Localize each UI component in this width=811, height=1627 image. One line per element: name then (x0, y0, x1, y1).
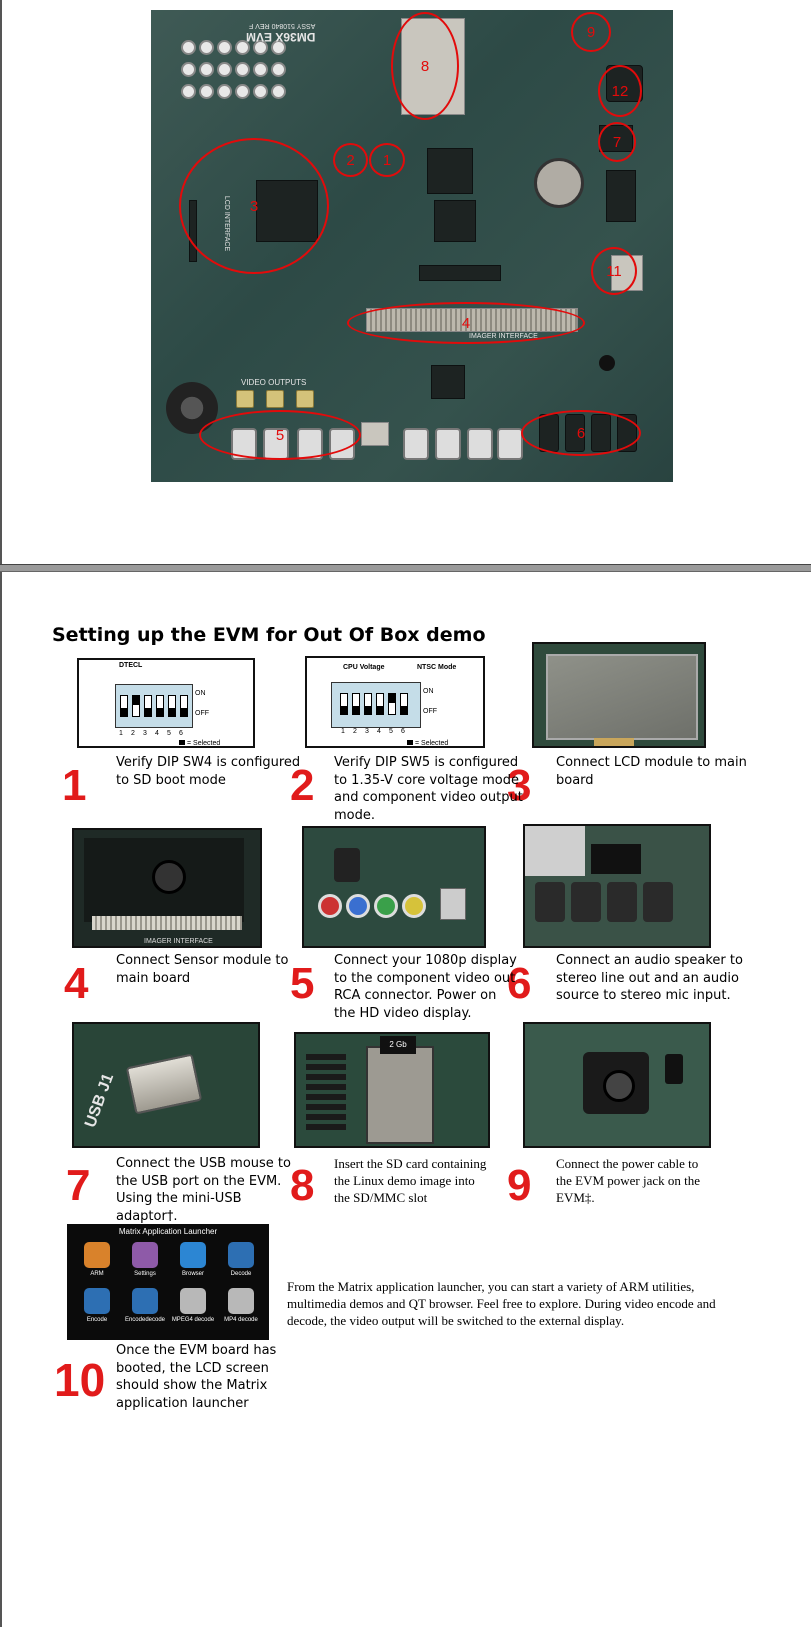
step-caption-9 (556, 1155, 756, 1206)
dip-position-label: 5 (389, 728, 393, 735)
microphone (599, 355, 615, 371)
legend-swatch (179, 740, 185, 745)
caption-line: Verify DIP SW5 is configured (334, 755, 519, 770)
mini-usb-connector (126, 1053, 202, 1114)
app-label: Browser (181, 1271, 204, 1277)
step-number-2: 2 (290, 761, 315, 810)
pushbutton (271, 62, 286, 77)
dip-switch-knob (121, 708, 127, 717)
caption-line: the Linux demo image into (334, 1173, 475, 1188)
dip-sw4-off-label: OFF (195, 710, 209, 717)
dip-position-label: 4 (377, 728, 381, 735)
dip-position-label: 3 (365, 728, 369, 735)
camera-lens (152, 860, 186, 894)
rca-jack (467, 428, 493, 460)
marker-8: 8 (391, 12, 459, 120)
capacitor (334, 848, 360, 882)
lcd-screen (546, 654, 698, 740)
app-label: ARM (90, 1271, 104, 1277)
svideo-connector (440, 888, 466, 920)
app-label: Decode (230, 1271, 252, 1277)
caption-line: Connect your 1080p display (334, 953, 517, 968)
app-icon (228, 1242, 254, 1268)
step-caption-6 (556, 952, 756, 1005)
app-icon (180, 1288, 206, 1314)
dip-sw5-cpu-label: CPU Voltage (343, 664, 385, 671)
dip-position-label: 4 (155, 730, 159, 737)
matrix-launcher-screenshot (67, 1224, 269, 1340)
dip-sw5-legend-text: = Selected (415, 740, 449, 747)
pushbutton (181, 84, 196, 99)
step-number-8: 8 (290, 1161, 315, 1210)
video-output-pot-1 (236, 390, 254, 408)
caption-line: Once the EVM board has (116, 1343, 277, 1358)
caption-line: and component video output (334, 790, 523, 805)
sensor-silkscreen: IMAGER INTERFACE (144, 938, 213, 945)
power-jack-socket (603, 1070, 635, 1102)
app-label: MP4 decode (224, 1317, 258, 1323)
caption-line: source to stereo mic input. (556, 988, 731, 1003)
step-number-3: 3 (507, 761, 532, 810)
pushbutton (199, 84, 214, 99)
rca-jack (402, 894, 426, 918)
caption-line: Insert the SD card containing (334, 1156, 487, 1171)
dip-position-label: 5 (167, 730, 171, 737)
memory-chip (434, 200, 476, 242)
header-connector (606, 170, 636, 222)
pushbutton (199, 40, 214, 55)
caption-line: booted, the LCD screen (116, 1360, 269, 1376)
caption-line: the EVM power jack on the (556, 1173, 701, 1188)
video-output-pot-3 (296, 390, 314, 408)
caption-line: the SD/MMC slot (334, 1190, 428, 1205)
usb-port-photo (72, 1022, 260, 1148)
pushbutton (271, 84, 286, 99)
dip-switch-knob (401, 706, 407, 715)
dip-switch-knob (181, 708, 187, 717)
dip-switch (364, 693, 372, 715)
caption-line: Connect the USB mouse to (116, 1156, 291, 1171)
dip-position-label: 6 (401, 728, 405, 735)
audio-jack (571, 882, 601, 922)
matrix-title: Matrix Application Launcher (118, 1227, 218, 1236)
legend-swatch (407, 740, 413, 745)
dip-switch-knob (389, 694, 395, 703)
caption-line: stereo line out and an audio (556, 970, 739, 986)
dip-position-label: 1 (119, 730, 123, 737)
marker-3: 3 (179, 138, 329, 274)
caption-line: EVM‡. (556, 1190, 595, 1205)
pushbutton (181, 62, 196, 77)
dip-sw5-off-label: OFF (423, 708, 437, 715)
step-number-4: 4 (64, 959, 89, 1008)
rca-jack (435, 428, 461, 460)
imager-interface-silkscreen: IMAGER INTERFACE (469, 333, 538, 340)
lcd-flex-cable (594, 738, 634, 746)
board-name-silkscreen: DM36X EVM (246, 30, 316, 44)
caption-line: mode. (334, 807, 375, 823)
dip-switch (340, 693, 348, 715)
audio-jack-photo (523, 824, 711, 948)
dip-sw5-ntsc-label: NTSC Mode (417, 664, 457, 671)
sd-card: 2 Gb (380, 1036, 416, 1054)
sensor-connector (92, 916, 242, 930)
video-encoder-chip (431, 365, 465, 399)
page-heading: Setting up the EVM for Out Of Box demo (52, 624, 486, 646)
dip-position-label: 2 (131, 730, 135, 737)
dip-sw4-body (115, 684, 193, 728)
caption-line: Connect LCD module to main (556, 755, 747, 770)
step-number-5: 5 (290, 959, 315, 1008)
sensor-module-photo (72, 828, 262, 948)
dip-sw4-on-label: ON (195, 690, 206, 697)
app-label: MPEG4 decode (171, 1317, 215, 1323)
app-label: Settings (134, 1271, 156, 1277)
dip-sw5-on-label: ON (423, 688, 434, 695)
caption-line: Verify DIP SW4 is configured (116, 755, 301, 770)
dip-switch (120, 695, 128, 717)
step-caption-4 (116, 952, 316, 987)
caption-line: Connect an audio speaker to (556, 953, 743, 968)
step-caption-3 (556, 754, 756, 789)
app-icon (84, 1242, 110, 1268)
pushbutton (235, 62, 250, 77)
step-number-9: 9 (507, 1161, 532, 1210)
dip-switch-knob (365, 706, 371, 715)
dip-sw4-diagram (77, 658, 255, 748)
pushbutton (235, 84, 250, 99)
dip-position-label: 2 (353, 728, 357, 735)
step-number-7: 7 (66, 1161, 91, 1210)
app-icon (132, 1288, 158, 1314)
caption-line: to 1.35-V core voltage mode (334, 772, 519, 788)
dip-switch-knob (341, 706, 347, 715)
app-label: Encodedecode (124, 1317, 166, 1323)
sd-slot-photo (294, 1032, 490, 1148)
usb-silkscreen: USB J1 (82, 1071, 118, 1130)
audio-jack (643, 882, 673, 922)
marker-12: 12 (598, 65, 642, 117)
power-jack-photo (523, 1022, 711, 1148)
dip-switch-knob (353, 706, 359, 715)
step-number-6: 6 (507, 959, 532, 1008)
battery-holder (534, 158, 584, 208)
dip-sw4-legend (179, 740, 220, 747)
caption-line: Connect the power cable to (556, 1156, 699, 1171)
rca-jack (374, 894, 398, 918)
pushbutton (181, 40, 196, 55)
lcd-module-photo (532, 642, 706, 748)
matrix-paragraph: From the Matrix application launcher, you can start a variety of ARM utilities, multimedia demos and QT browser. Feel free to explore. During video encode and decode, the video output will be switched to the external display. (287, 1279, 716, 1328)
marker-5: 5 (199, 410, 361, 460)
audio-jack (607, 882, 637, 922)
dip-switch-knob (169, 708, 175, 717)
dip-position-label: 3 (143, 730, 147, 737)
rca-jack (346, 894, 370, 918)
dip-switch (132, 695, 140, 717)
step-caption-10 (116, 1342, 316, 1412)
step-caption-5 (334, 952, 534, 1022)
caption-line: should show the Matrix (116, 1378, 268, 1393)
processor-chip (427, 148, 473, 194)
dip-switch (352, 693, 360, 715)
app-icon (84, 1288, 110, 1314)
app-label: Encode (86, 1317, 108, 1323)
ddr-chip (419, 265, 501, 281)
page-1 (0, 0, 811, 564)
dip-switch-knob (377, 706, 383, 715)
caption-line: board (556, 772, 594, 788)
capacitor (665, 1054, 683, 1084)
step-caption-7 (116, 1155, 316, 1225)
app-icon (132, 1242, 158, 1268)
dip-position-label: 6 (179, 730, 183, 737)
dip-switch-knob (145, 708, 151, 717)
lcd-interface-silkscreen: LCD INTERFACE (223, 195, 231, 252)
app-icon (180, 1242, 206, 1268)
pushbutton (217, 84, 232, 99)
marker-11: 11 (591, 247, 637, 295)
rca-jack (318, 894, 342, 918)
dip-sw4-label: DTECL (119, 662, 143, 669)
dip-switch (400, 693, 408, 715)
pushbutton (199, 62, 214, 77)
dip-sw4-legend-text: = Selected (187, 740, 221, 747)
header-pins (591, 844, 641, 874)
pushbutton (253, 84, 268, 99)
component-row (306, 1054, 346, 1134)
caption-line: RCA connector. Power on (334, 988, 497, 1003)
dip-position-label: 1 (341, 728, 345, 735)
dip-switch (156, 695, 164, 717)
board-edge (525, 826, 585, 876)
marker-6: 6 (521, 410, 641, 456)
sd-slot (366, 1046, 434, 1144)
page-2 (0, 572, 811, 1627)
dip-switch-knob (157, 708, 163, 717)
caption-line: application launcher (116, 1395, 249, 1411)
marker-9: 9 (571, 12, 611, 52)
caption-line: main board (116, 970, 191, 986)
dip-switch (180, 695, 188, 717)
pushbutton (217, 62, 232, 77)
video-outputs-silkscreen: VIDEO OUTPUTS (241, 378, 307, 387)
pushbutton (253, 62, 268, 77)
marker-2: 2 (333, 143, 368, 177)
audio-jack (535, 882, 565, 922)
step-caption-8 (334, 1155, 534, 1210)
marker-4: 4 (347, 302, 585, 344)
dip-switch (388, 693, 396, 715)
marker-1: 1 (369, 143, 405, 177)
video-output-photo (302, 826, 486, 948)
step-number-1: 1 (62, 761, 87, 810)
page-separator (0, 564, 811, 572)
caption-line: the HD video display. (334, 1005, 472, 1021)
dip-switch-knob (133, 696, 139, 705)
dip-sw5-body (331, 682, 421, 728)
caption-line: adaptor†. (116, 1208, 178, 1224)
caption-line: Using the mini-USB (116, 1191, 242, 1206)
step-caption-2 (334, 754, 534, 824)
caption-line: Connect Sensor module to (116, 953, 289, 968)
caption-line: to SD boot mode (116, 772, 226, 788)
pushbutton (217, 40, 232, 55)
rca-jack (403, 428, 429, 460)
step-number-10: 10 (54, 1354, 106, 1406)
assy-silkscreen: ASSY 510840 REV F (249, 22, 316, 29)
dip-switch (376, 693, 384, 715)
app-icon (228, 1288, 254, 1314)
evm-board-photo (151, 10, 673, 482)
dip-sw5-legend (407, 740, 448, 747)
video-output-pot-2 (266, 390, 284, 408)
dip-switch (144, 695, 152, 717)
caption-line: to the component video out (334, 970, 516, 986)
step-caption-1 (116, 754, 316, 789)
rca-jack (497, 428, 523, 460)
dip-sw5-diagram (305, 656, 485, 748)
marker-7: 7 (598, 122, 636, 162)
caption-line: the USB port on the EVM. (116, 1173, 282, 1189)
dip-switch (168, 695, 176, 717)
svideo-port (361, 422, 389, 446)
